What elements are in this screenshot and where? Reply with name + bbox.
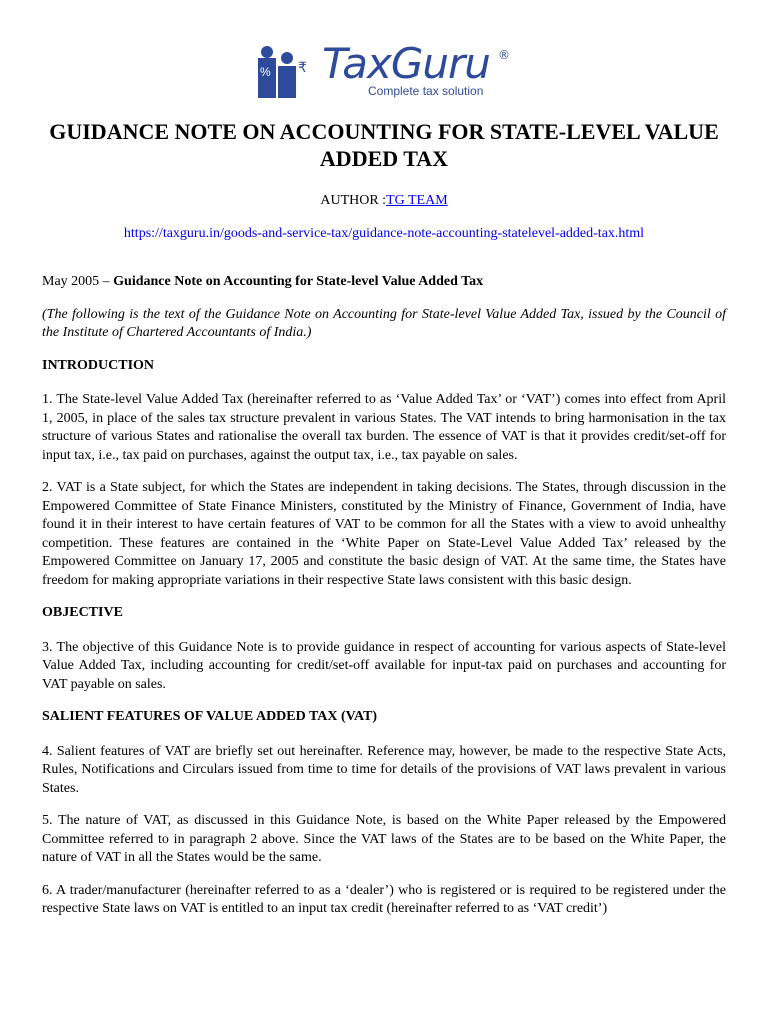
registered-mark: ® — [498, 48, 510, 62]
paragraph-6: 6. A trader/manufacturer (hereinafter referred to as a ‘dealer’) who is registered or is required to be registered under the respective State laws on VAT is entitled to an input tax credit (hereinafter referred to as ‘VAT credit’) — [42, 882, 726, 916]
svg-text:%: % — [260, 65, 271, 79]
page-title: GUIDANCE NOTE ON ACCOUNTING FOR STATE-LEVEL VALUE ADDED TAX — [49, 119, 719, 171]
svg-text:₹: ₹ — [298, 59, 307, 75]
date-line — [42, 273, 726, 292]
taxguru-logo-icon — [256, 44, 318, 100]
intro-note: (The following is the text of the Guidance Note on Accounting for State-level Value Added Tax, issued by the Council of the Institute of Chartered Accountants of India.) — [42, 306, 726, 340]
author-label: AUTHOR : — [320, 193, 387, 208]
section-heading-objective: OBJECTIVE — [42, 605, 123, 620]
date-heading: Guidance Note on Accounting for State-level Value Added Tax — [113, 274, 484, 289]
date-prefix: May 2005 – — [42, 274, 114, 289]
paragraph-5: 5. The nature of VAT, as discussed in this Guidance Note, is based on the White Paper released by the Empowered Committee referred to in paragraph 2 above. Since the VAT laws of the States are to be based on the White Paper, the nature of VAT in all the States would be the same. — [42, 813, 726, 865]
paragraph-4: 4. Salient features of VAT are briefly set out hereinafter. Reference may, however, be made to the respective State Acts, Rules, Notifications and Circulars issued from time to time for details of the provisions of VAT laws prevalent in various States. — [42, 743, 726, 796]
article-body — [42, 273, 726, 933]
author-link[interactable]: TG TEAM — [386, 193, 448, 208]
source-url-link[interactable]: https://taxguru.in/goods-and-service-tax/guidance-note-accounting-statelevel-added-tax.html — [123, 226, 645, 241]
taxguru-logo[interactable] — [256, 39, 516, 102]
section-heading-salient-features: SALIENT FEATURES OF VALUE ADDED TAX (VAT) — [42, 709, 378, 724]
paragraph-2: 2. VAT is a State subject, for which the States are independent in taking decisions. The States, through discussion in the Empowered Committee of State Finance Ministers, constituted by the Ministry of Finance, Government of India, have found it in their interest to have certain features of VAT to be common for all the States with a view to avoid unhealthy competition. These features are contained in the ‘White Paper on State-Level Value Added Tax’ released by the Empowered Committee on January 17, 2005 and constitute the basic design of VAT. At the same time, the States have freedom for making appropriate variations in their respective State laws consistent with this basic design. — [42, 480, 726, 588]
logo-tagline: Complete tax solution — [368, 84, 484, 98]
author-line — [0, 192, 768, 210]
paragraph-1: 1. The State-level Value Added Tax (hereinafter referred to as ‘Value Added Tax’ or ‘VAT’) comes into effect from April 1, 2005, in place of the sales tax structure prevalent in various States. The VAT intends to bring harmonisation in the tax structure of various States and rationalise the overall tax burden. The essence of VAT is that it provides credit/set-off for input tax, i.e., tax paid on purchases, against the output tax, i.e., tax payable on sales. — [42, 392, 726, 463]
logo-wordmark: TaxGuru — [322, 39, 490, 88]
paragraph-3: 3. The objective of this Guidance Note is to provide guidance in respect of accounting for various aspects of State-level Value Added Tax, including accounting for credit/set-off available for input-tax paid on purchases and accounting for VAT payable on sales. — [42, 639, 726, 692]
section-heading-introduction: INTRODUCTION — [42, 357, 155, 373]
